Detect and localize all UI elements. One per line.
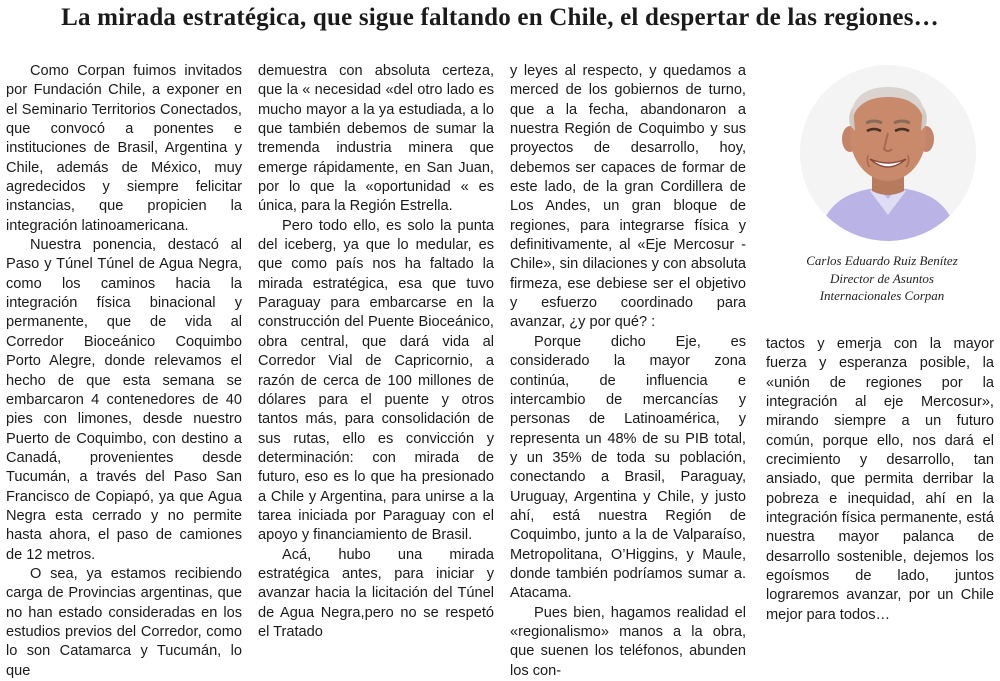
article-column-3	[510, 62, 746, 681]
paragraph: O sea, ya estamos recibiendo carga de Provincias argentinas, que no han estado consideradas en los estudios previos del Corredor, como lo son Catamarca y Tucumán, lo que	[6, 565, 242, 679]
author-caption	[770, 252, 994, 305]
paragraph: Porque dicho Eje, es considerado la mayor zona continúa, de influencia e intercambio de mercancías y personas de Latinoamérica, y representa un 48% de su PIB total, y un 35% de toda su población, conectando a Brasil, Paraguay, Uruguay, Argentina y Chile, y justo ahí, está nuestra Región de Coquimbo, junto a la de Valparaíso, Metropolitana, O’Higgins, y Maule, donde también podríamos sumar a. Atacama.	[510, 333, 746, 602]
paragraph: Nuestra ponencia, destacó al Paso y Túnel Túnel de Agua Negra, como los caminos hacia la integración física binacional y permanente, que de vida al Corredor Bioceánico Coquimbo Porto Alegre, donde relevamos el hecho de que esta semana se embarcaron 4 contenedores de 40 pies con limones, desde nuestro Puerto de Coquimbo, con destino a Canadá, provenientes desde Tucumán, a través del Paso San Francisco de Copiapó, ya que Agua Negra esta cerrado y no permite hasta ahora, el paso de camiones de 12 metros.	[6, 237, 242, 563]
article-column-4	[766, 335, 994, 625]
author-organization: Internacionales Corpan	[819, 288, 945, 303]
article-column-1	[6, 62, 242, 681]
paragraph: Como Corpan fuimos invitados por Fundación Chile, a exponer en el Seminario Territorios Conectados, que convocó a ponentes e instituciones de Brasil, Argentina y Chile, además de México, muy agredecidos y siempre felicitar instancias, que propicien la integración latinoamericana.	[6, 63, 242, 234]
paragraph: y leyes al respecto, y quedamos a merced de los gobiernos de turno, que a la fecha, abandonaron a nuestra Región de Coquimbo y sus proyectos de desarrollo, hoy, debemos ser capaces de formar de este lado, de la gran Cordillera de Los Andes, un gran bloque de regiones, para integrarse física y definitivamente, al «Eje Mercosur - Chile», sin dilaciones y con absoluta firmeza, ese debiese ser el objetivo y esfuerzo coordinado para avanzar, ¿y por qué? :	[510, 63, 746, 331]
paragraph: Pero todo ello, es solo la punta del iceberg, ya que lo medular, es que como país nos ha faltado la mirada estratégica, esa que tuvo Paraguay para embarcarse en la construcción del Puente Bioceánico, obra central, que dará vida al Corredor Vial de Capricornio, a razón de cerca de 100 millones de dólares para el puente y otros tantos más, para consolidación de sus rutas, ello es convicción y determinación: con mirada de futuro, eso es lo que ha presionado a Chile y Argentina, para unirse a la tarea iniciada por Paraguay con el apoyo y financiamiento de Brasil.	[258, 217, 494, 544]
article-headline: La mirada estratégica, que sigue faltando en Chile, el despertar de las regiones…	[61, 4, 939, 31]
paragraph: demuestra con absoluta certeza, que la « necesidad «del otro lado es mucho mayor a la ya estudiada, a lo que también debemos de sumar la tremenda industria minera que emerge rápidamente, en San Juan, por lo que la «oportunidad « es única, para la Región Estrella.	[258, 63, 494, 215]
paragraph: Acá, hubo una mirada estratégica antes, para iniciar y avanzar hacia la licitación del Túnel de Agua Negra,pero no se respetó el Tratado	[258, 546, 494, 640]
author-title: Director de Asuntos	[830, 270, 934, 286]
paragraph: tactos y emerja con la mayor fuerza y esperanza posible, la «unión de regiones por la integración al eje Mercosur», mirando siempre a un futuro común, porque ello, nos dará el crecimiento y desarrollo, tan ansiado, que permita derribar la pobreza e inequidad, ahí en la integración física permanente, está nuestra mayor palanca de desarrollo sostenible, dejemos los egoísmos de lado, juntos lograremos avanzar, por un Chile mejor para todos…	[766, 336, 994, 623]
author-portrait-icon	[800, 65, 976, 241]
article-column-2	[258, 62, 494, 642]
author-name: Carlos Eduardo Ruiz Benítez	[806, 253, 958, 268]
author-photo	[800, 65, 976, 241]
paragraph: Pues bien, hagamos realidad el «regionalismo» manos a la obra, que suenen los teléfonos, abunden los con-	[510, 604, 746, 679]
